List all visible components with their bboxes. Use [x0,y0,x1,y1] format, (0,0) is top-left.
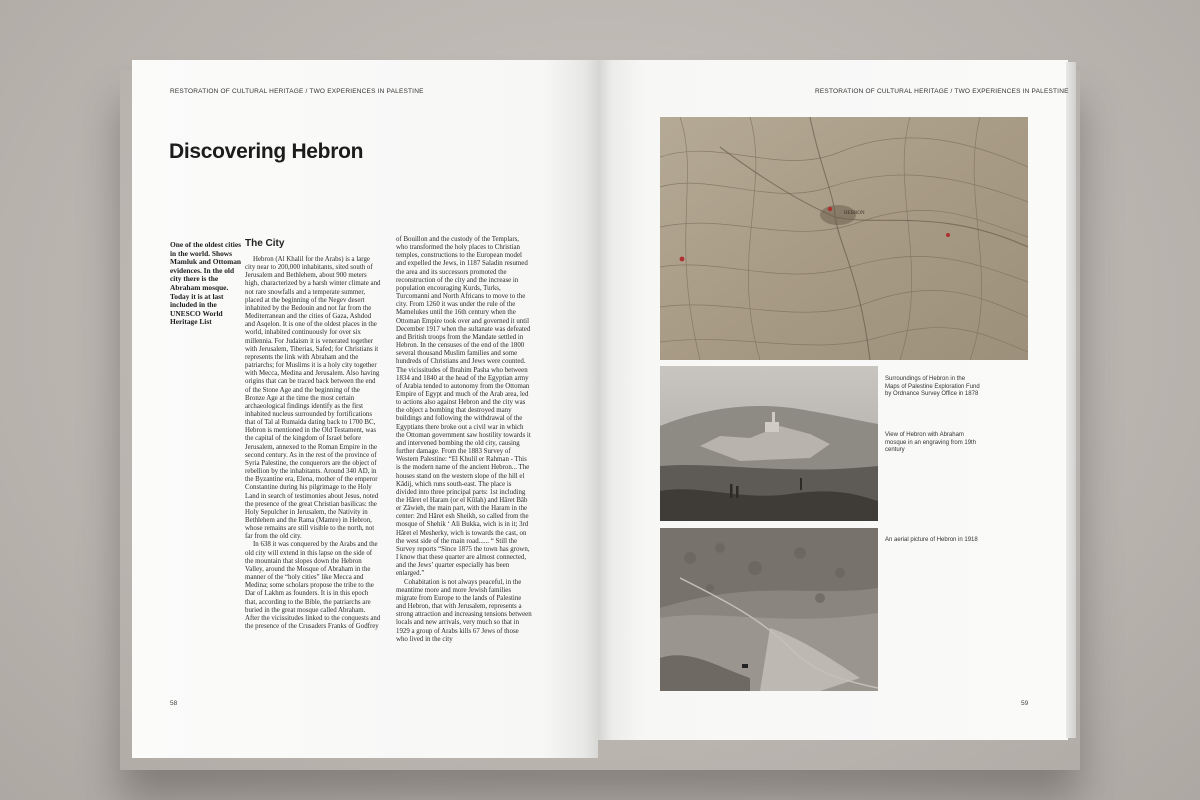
sidebar-blurb: One of the oldest cities in the world. Shows Mamluk and Ottoman evidences. In the old city there is the Abraham mosque. Today it is at last included in the UNESCO World Heritage List [170,240,242,327]
body-paragraph: Cohabitation is not always peaceful, in the meantime more and more Jewish families migrate from Europe to the lands of Palestine and Hebron, that with Jerusalem, represents a strong attraction and increasing tensions between locals and new arrivals, very much so that in 1929 a group of Arabs kills 67 Jews of those who lived in the city [396,578,532,643]
body-paragraph: of Bouillon and the custody of the Templars, who transformed the holy places to Christian temples, constructions to the European model and expelled the Jews, in 1187 Saladin resumed the area and its successors promoted the reconstruction of the city and the increase in population encouraging Kurds, Turks, Turcomanni and North Africans to move to the city. From 1260 it was under the rule of the Mamelukes until the 16th century when the Ottoman Empire took over and governed it until December 1917 when the sultanate was defeated and British troops from the Mandate settled in Hebron. In the censuses of the end of the 1800 several thousand Muslim families and some hundreds of Christians and Jews were counted. The vicissitudes of Ibrahim Pasha who between 1834 and 1840 at the head of the Egyptian army of Arabia tended to autonomy from the Ottoman Empire of Egypt and much of the Arab area, led to actions also against Hebron and the city was the object a bombing that destroyed many buildings and following the withdrawal of the Egyptians there broke out a civil war in which the Ottoman government saw hostility towards it and intervened bombing the old city, causing further damage. From the 1883 Survey of Western Palestine: “El Khulil er Rahman - This is the modern name of the ancient Hebron... The houses stand on the western slope of the hill el Kâdij, which runs south-east. The place is divided into three principal parts: 1st including the Hâret el Haram (or el Kûlah) and Hâret Bâb er Zâwieh, the main part, with the Haram in the center: 2nd Hâret esh Sheikh, so called from the mosque of Shehik ‘ Ali Bukka, wich is in it; 3rd Hâret el Mesherky, wich is towards the cast, on the west side of the main road...... “ Still the Survey reports “Since 1875 the town has grown, I know that these quarter are almost connected, and the Jews’ quarter especially has been enlarged.” [396,236,531,578]
article-title: Discovering Hebron [169,140,364,163]
running-head-left: RESTORATION OF CULTURAL HERITAGE / TWO EXPERIENCES IN PALESTINE [170,88,424,95]
engraving-image [660,366,878,521]
map-label-hebron: HEBRON [844,211,865,216]
page-edge [1066,62,1076,738]
body-paragraph: Hebron (Al Khalil for the Arabs) is a large city near to 200,000 inhabitants, sited south of Jerusalem and Bethlehem, about 900 meters high, characterized by a harsh winter climate and not rare snowfalls and a temperate summer, placed at the beginning of the Negev desert inhabited by the Bedouin and not far from the Mediterranean and the cities of Gaza, Ashdod and Asqelon. It is one of the oldest places in the world, inhabited continuously for over six millennia. For Judaism it is venerated together with Jerusalem, Tiberias, Safed; for Christians it represents the link with Abraham and the patriarchs; for Muslims it is a holy city together with Mecca, Medina and Jerusalem. Also having origins that can be traced back between the end of the Stone Age and the beginning of the Bronze Age at the time the most certain archaeological findings identify as the first inhabited nucleus surrounded by fortifications that of Tal al Rumaida dating back to 1700 BC, Hebron is mentioned in the Old Testament, was the capital of the kingdom of Israel before Jerusalem, annexed to the Roman Empire in the second century. As in the rest of the province of Syria Palestine, the conquerors are the object of rebellion by the inhabitants. Around 340 AD, in the Byzantine era, Elena, mother of the emperor Constantine during his pilgrimage to the Holy Land in search of testimonies about Jesus, noted the presence of the great Christian basilicas: the Holy Sepulcher in Jerusalem, the Nativity in Bethlehem and the Rama (Mamre) in Hebron, whose remains are still visible to the north, not far from the old city. [245,256,381,541]
section-heading: The City [245,238,285,249]
historic-map-image [660,117,1028,360]
body-column-1 [245,256,381,631]
body-column-2 [396,236,532,644]
page-number-left: 58 [170,700,178,707]
caption-engraving: View of Hebron with Abraham mosque in an engraving from 19th century [885,432,977,454]
caption-map: Surroundings of Hebron in the Maps of Palestine Exploration Fund by Ordnance Survey Office in 1878 [885,376,980,398]
body-paragraph: In 638 it was conquered by the Arabs and the old city will extend in this lapse on the side of the mountain that slopes down the Hebron Valley, around the Mosque of Abraham in the manner of the “holy cities” like Mecca and Medina; some scholars propose the tribe to the Dar of Lakhm as founders. It is in this epoch that, according to the Bible, the patriarchs are buried in the great mosque called Abraham. After the vicissitudes linked to the conquests and the presence of the Crusaders Franks of Godfrey [245,541,381,631]
aerial-photo-image [660,528,878,691]
caption-aerial: An aerial picture of Hebron in 1918 [885,537,978,543]
page-number-right: 59 [1021,700,1029,707]
running-head-right: RESTORATION OF CULTURAL HERITAGE / TWO EXPERIENCES IN PALESTINE [815,88,1069,95]
